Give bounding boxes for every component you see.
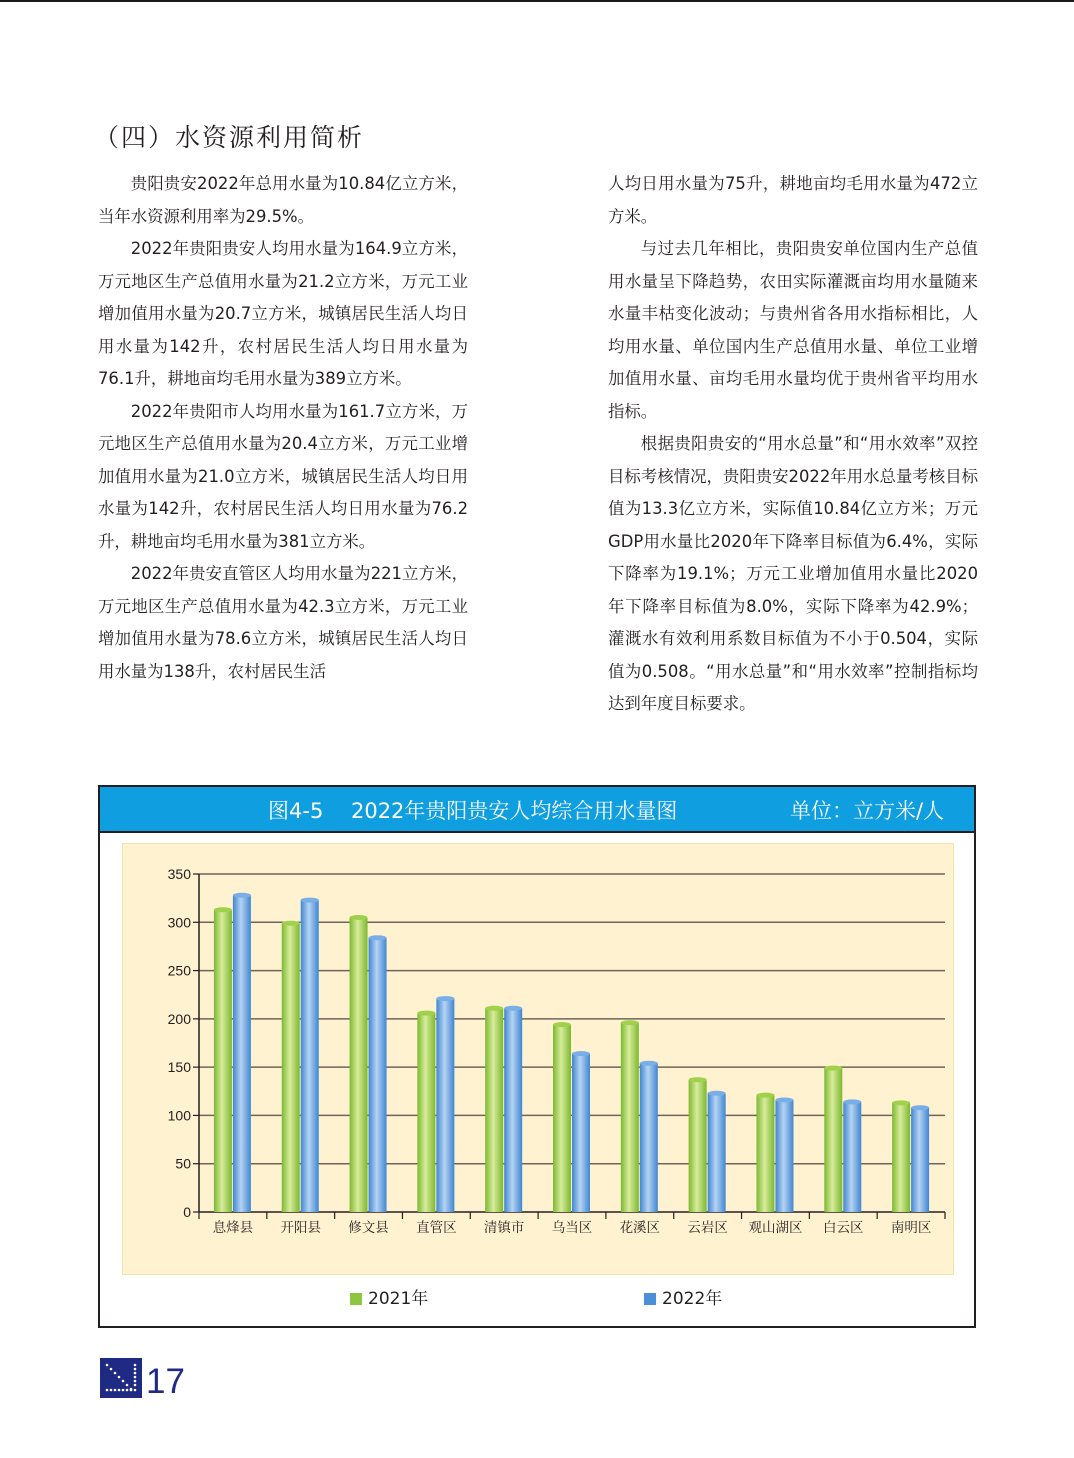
dotted-corner-icon: [100, 1358, 142, 1398]
bar-2021: [553, 1025, 571, 1212]
bar-cap: [689, 1077, 707, 1082]
bar-2022: [708, 1093, 726, 1212]
bar-cap: [350, 915, 368, 920]
bar-cap: [775, 1097, 793, 1102]
bar-2021: [892, 1103, 910, 1212]
left-column: [98, 168, 468, 688]
bar-cap: [708, 1091, 726, 1096]
x-tick-label: 南明区: [890, 1220, 932, 1236]
bar-2021: [214, 910, 232, 1212]
paragraph: 2022年贵安直管区人均用水量为221立方米，万元地区生产总值用水量为42.3立方米，万元工业增加值用水量为78.6立方米，城镇居民生活人均日用水量为138升，农村居民生活: [98, 564, 468, 681]
x-tick-label: 云岩区: [687, 1220, 728, 1236]
bar-cap: [282, 921, 300, 926]
x-tick-label: 观山湖区: [748, 1220, 803, 1236]
paragraph: 根据贵阳贵安的“用水总量”和“用水效率”双控目标考核情况，贵阳贵安2022年用水总量考核目标值为13.3亿立方米，实际值10.84亿立方米；万元GDP用水量比2020年下降率目标值为6.4%，实际下降率为19.1%；万元工业增加值用水量比2020年下降率目标值为8.0%，实际下降率为42.9%；灌溉水有效利用系数目标值为不小于0.504，实际值为0.508。“用水总量”和“用水效率”控制指标均达到年度目标要求。: [608, 434, 978, 713]
bar-cap: [892, 1100, 910, 1105]
paragraph: 2022年贵阳贵安人均用水量为164.9立方米，万元地区生产总值用水量为21.2立方米，万元工业增加值用水量为20.7立方米，城镇居民生活人均日用水量为142升，农村居民生活人均日用水量为76.1升，耕地亩均毛用水量为389立方米。: [98, 239, 468, 388]
y-tick-label: 300: [167, 914, 191, 931]
bar-cap: [485, 1006, 503, 1011]
bar-cap: [621, 1020, 639, 1025]
bar-2021: [621, 1023, 639, 1212]
x-tick-label: 清镇市: [483, 1220, 525, 1236]
bar-cap: [756, 1093, 774, 1098]
figure-4-5: [98, 785, 976, 1328]
bar-2021: [282, 923, 300, 1212]
bar-cap: [369, 935, 387, 940]
bar-cap: [301, 898, 319, 903]
page-number: 17: [146, 1362, 185, 1401]
bar-2022: [911, 1108, 929, 1212]
bar-2021: [350, 917, 368, 1212]
bar-2022: [843, 1102, 861, 1212]
bar-2021: [756, 1095, 774, 1212]
bar-cap: [233, 893, 251, 898]
y-tick-label: 200: [167, 1010, 191, 1027]
bar-2022: [640, 1063, 658, 1212]
bar-chart: [123, 844, 953, 1274]
x-tick-label: 息烽县: [212, 1220, 254, 1236]
bar-2022: [301, 900, 319, 1212]
bar-2022: [233, 895, 251, 1212]
bar-2022: [775, 1100, 793, 1212]
paragraph: 2022年贵阳市人均用水量为161.7立方米，万元地区生产总值用水量为20.4立方米，万元工业增加值用水量为21.0立方米，城镇居民生活人均日用水量为142升，农村居民生活人均日用水量为76.2升，耕地亩均毛用水量为381立方米。: [98, 401, 468, 551]
y-tick-label: 350: [167, 866, 191, 882]
bar-2022: [369, 938, 387, 1212]
x-tick-label: 直管区: [416, 1220, 457, 1236]
bar-2021: [485, 1008, 503, 1212]
bar-2021: [689, 1080, 707, 1212]
bar-cap: [911, 1105, 929, 1110]
paragraph: 与过去几年相比，贵阳贵安单位国内生产总值用水量呈下降趋势，农田实际灌溉亩均用水量随来水量丰枯变化波动；与贵州省各用水指标相比，人均用水量、单位国内生产总值用水量、单位工业增加值用水量、亩均毛用水量均优于贵州省平均用水指标。: [608, 239, 978, 421]
right-column: [608, 168, 978, 721]
bar-cap: [640, 1061, 658, 1066]
y-tick-label: 50: [175, 1155, 191, 1172]
y-tick-label: 100: [167, 1107, 191, 1124]
bar-2021: [417, 1013, 435, 1212]
y-tick-label: 0: [183, 1204, 191, 1220]
bar-cap: [553, 1022, 571, 1027]
legend-item-2021: [350, 1284, 428, 1309]
paragraph: 贵阳贵安2022年总用水量为10.84亿立方米，当年水资源利用率为29.5%。: [98, 174, 468, 226]
paragraph: 人均日用水量为75升，耕地亩均毛用水量为472立方米。: [608, 174, 978, 226]
top-rule: [0, 0, 1074, 2]
figure-title: 图4-5 2022年贵阳贵安人均综合用水量图: [268, 799, 678, 823]
bar-2022: [436, 999, 454, 1212]
bar-2022: [572, 1054, 590, 1212]
bar-2022: [504, 1008, 522, 1212]
bar-cap: [824, 1066, 842, 1071]
bar-cap: [214, 907, 232, 912]
legend-item-2022: [644, 1284, 722, 1309]
bar-cap: [572, 1051, 590, 1056]
figure-unit: 单位：立方米/人: [790, 799, 945, 823]
x-tick-label: 花溪区: [619, 1220, 661, 1236]
y-tick-label: 250: [167, 962, 191, 979]
bar-cap: [843, 1099, 861, 1104]
bar-2021: [824, 1068, 842, 1212]
legend-label-2022: 2022年: [662, 1289, 723, 1309]
plot-area: [122, 843, 954, 1275]
legend-label-2021: 2021年: [368, 1289, 429, 1309]
y-tick-label: 150: [167, 1059, 191, 1076]
bar-cap: [436, 996, 454, 1001]
x-tick-label: 开阳县: [280, 1220, 321, 1236]
bar-cap: [504, 1006, 522, 1011]
bar-cap: [417, 1011, 435, 1016]
figure-header: [100, 787, 974, 833]
section-title: （四）水资源利用简析: [94, 123, 365, 152]
page-corner-icon: [100, 1358, 142, 1398]
legend-swatch-2022: [644, 1293, 656, 1305]
x-tick-label: 乌当区: [551, 1220, 593, 1236]
legend-swatch-2021: [350, 1293, 362, 1305]
x-tick-label: 修文县: [348, 1220, 389, 1236]
x-tick-label: 白云区: [823, 1220, 864, 1236]
